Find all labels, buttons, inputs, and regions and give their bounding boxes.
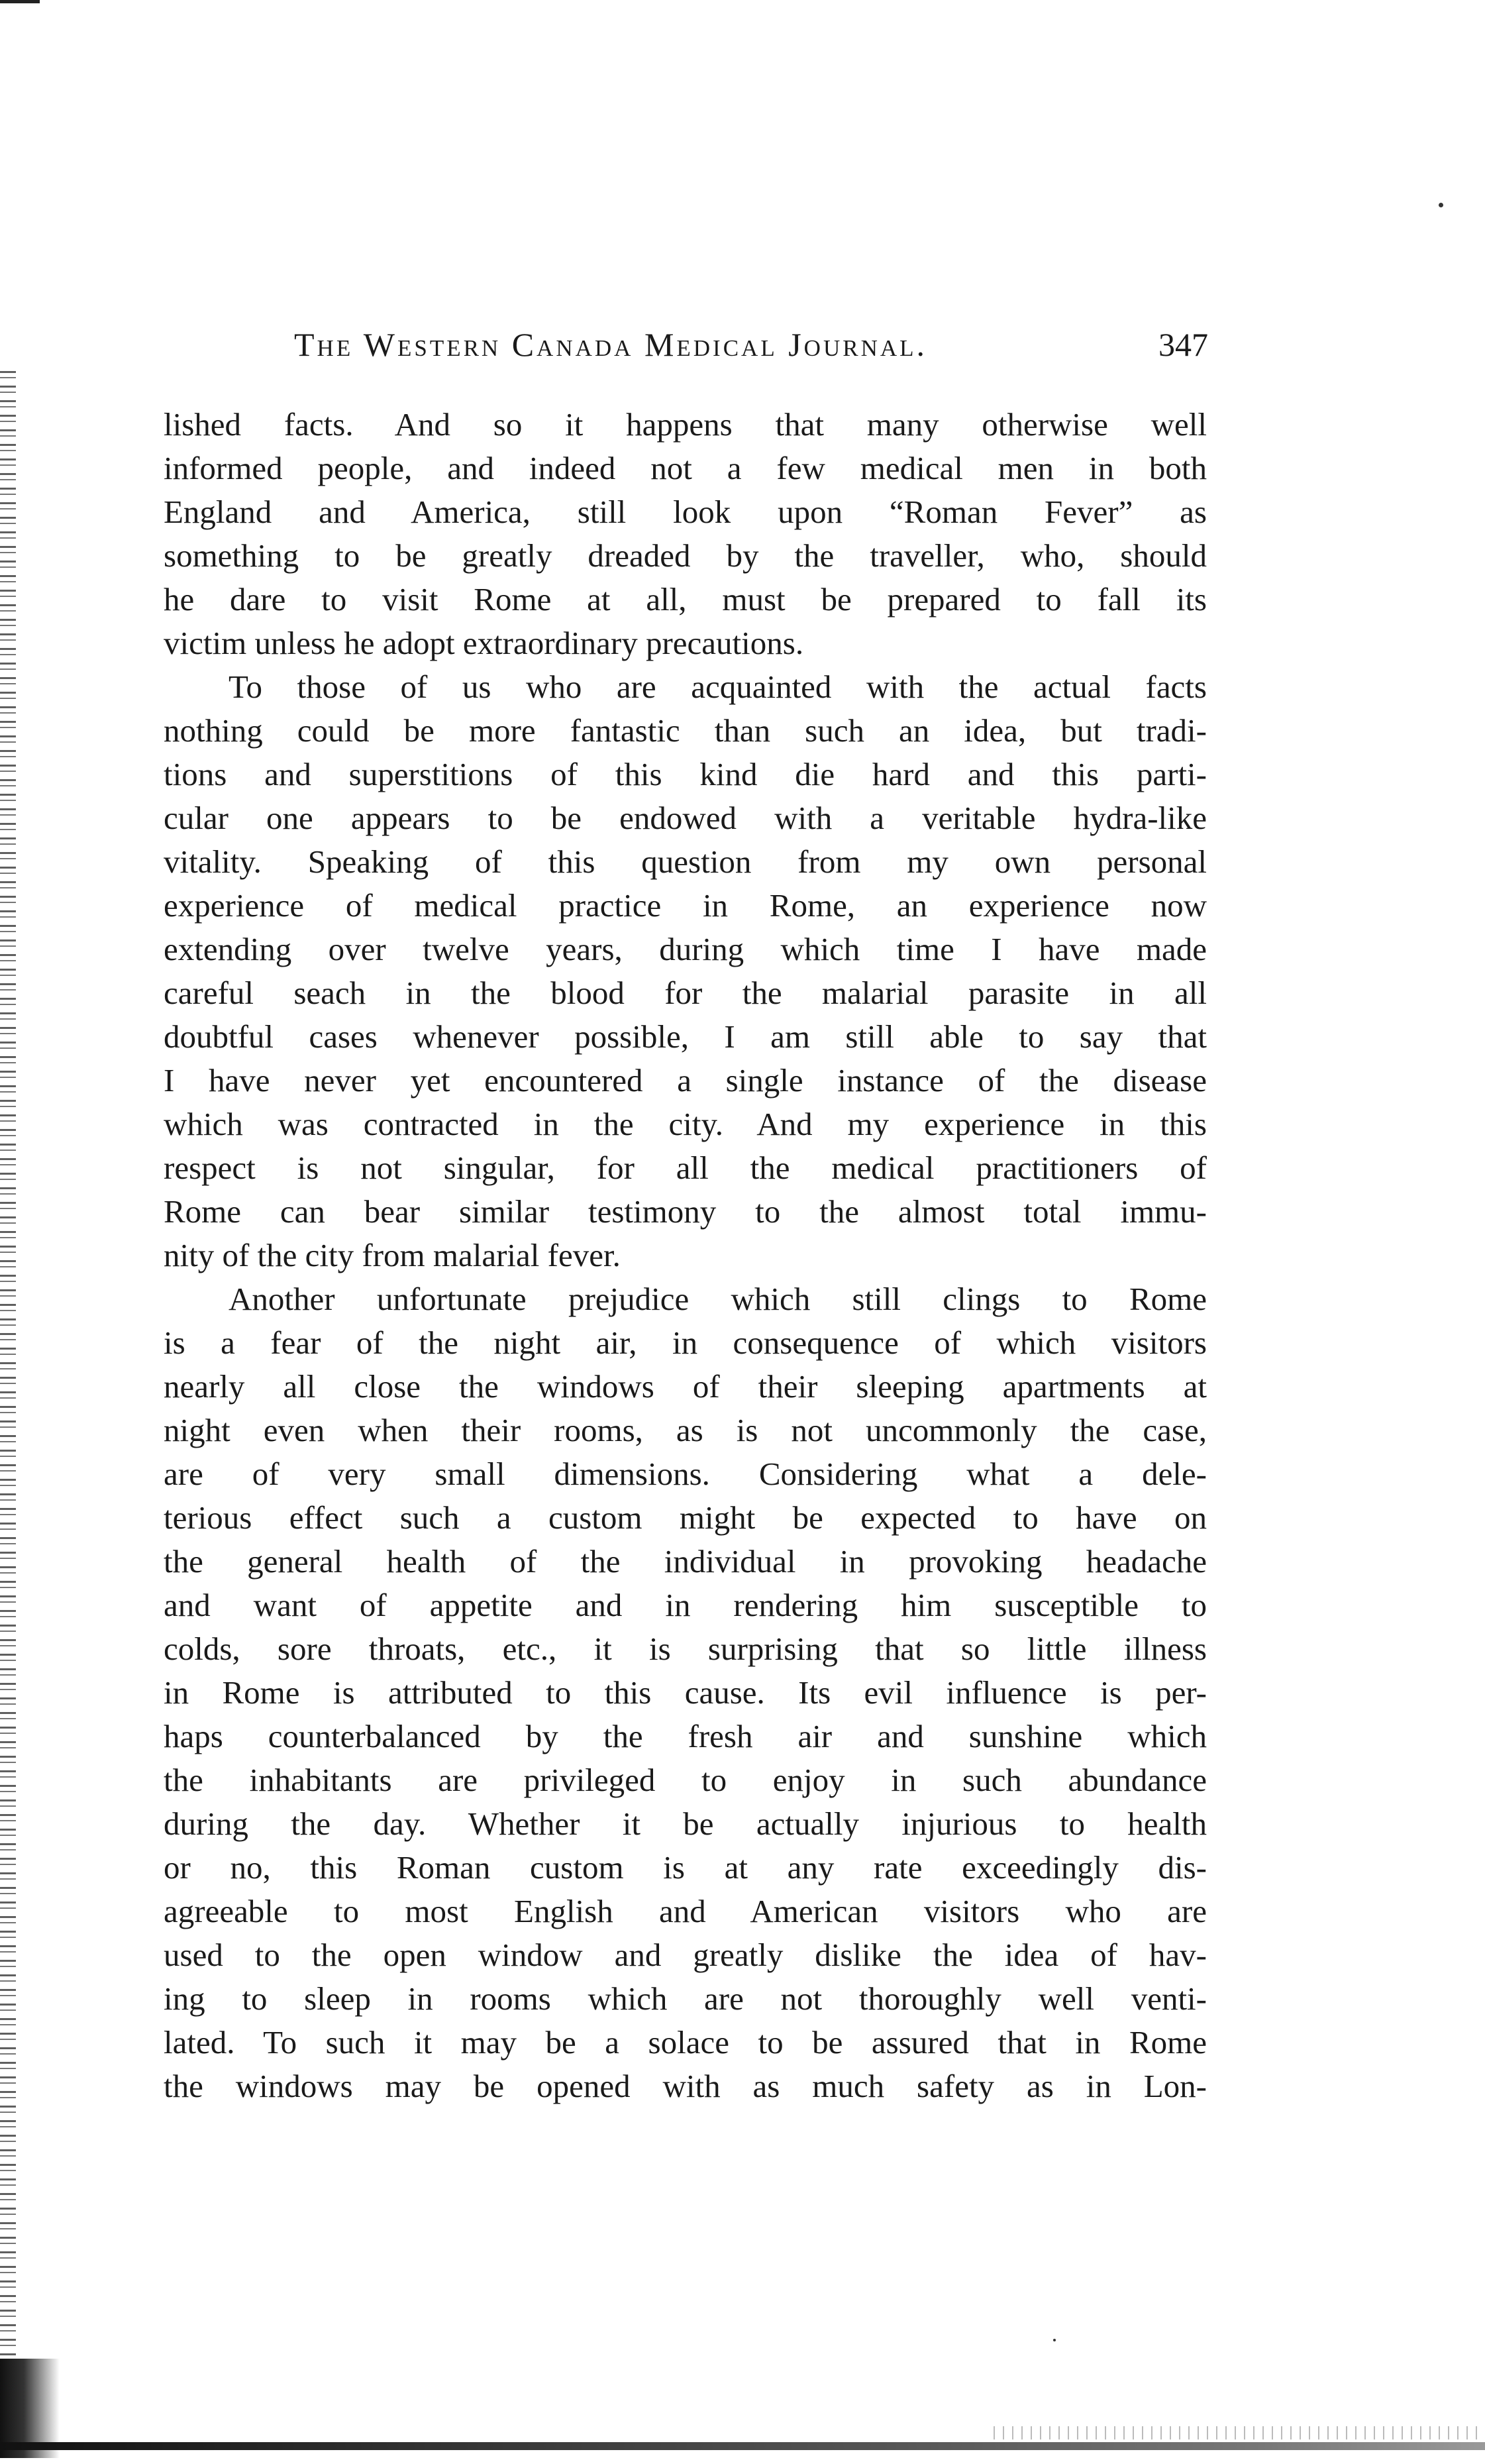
text-line: England and America, still look upon “Roman Fever” as: [164, 494, 1207, 530]
binding-edge: [0, 371, 16, 2432]
bottom-edge: [0, 2442, 1485, 2450]
text-line: night even when their rooms, as is not uncommonly the case,: [164, 1412, 1207, 1448]
text-line: careful seach in the blood for the malarial parasite in all: [164, 975, 1207, 1011]
text-line: is a fear of the night air, in consequence of which visitors: [164, 1324, 1207, 1361]
article-body: [164, 403, 1207, 2108]
text-line: terious effect such a custom might be expected to have on: [164, 1499, 1207, 1536]
text-line: agreeable to most English and American visitors who are: [164, 1893, 1207, 1929]
bottom-speckle: [994, 2426, 1485, 2439]
paragraph-start: To those of us who are acquainted with the actual facts: [229, 669, 1207, 705]
text-line: doubtful cases whenever possible, I am still able to say that: [164, 1018, 1207, 1055]
text-line: the inhabitants are privileged to enjoy in such abundance: [164, 1762, 1207, 1798]
running-header: [294, 318, 1208, 371]
text-line: during the day. Whether it be actually injurious to health: [164, 1805, 1207, 1842]
scan-speck: [1439, 203, 1443, 207]
text-line: extending over twelve years, during which time I have made: [164, 931, 1207, 967]
text-line: colds, sore throats, etc., it is surprising that so little illness: [164, 1631, 1207, 1667]
text-line: lished facts. And so it happens that many otherwise well: [164, 406, 1207, 443]
text-line: are of very small dimensions. Considering what a dele-: [164, 1456, 1207, 1492]
text-line: haps counterbalanced by the fresh air and sunshine which: [164, 1718, 1207, 1754]
text-line: experience of medical practice in Rome, an experience now: [164, 887, 1207, 924]
text-line: nothing could be more fantastic than such an idea, but tradi-: [164, 712, 1207, 749]
text-line: nearly all close the windows of their sleeping apartments at: [164, 1368, 1207, 1405]
text-line: cular one appears to be endowed with a veritable hydra-like: [164, 800, 1207, 836]
text-line: informed people, and indeed not a few medical men in both: [164, 450, 1207, 486]
text-line: or no, this Roman custom is at any rate exceedingly dis-: [164, 1849, 1207, 1886]
text-line: and want of appetite and in rendering him susceptible to: [164, 1587, 1207, 1623]
text-line: in Rome is attributed to this cause. Its evil influence is per-: [164, 1674, 1207, 1711]
journal-title: The Western Canada Medical Journal.: [294, 326, 927, 363]
text-line: vitality. Speaking of this question from my own personal: [164, 843, 1207, 880]
text-line: which was contracted in the city. And my experience in this: [164, 1106, 1207, 1142]
text-line: Rome can bear similar testimony to the almost total immu-: [164, 1193, 1207, 1230]
scan-speck: [1053, 2339, 1056, 2341]
text-line: ing to sleep in rooms which are not thoroughly well venti-: [164, 1980, 1207, 2017]
text-line: tions and superstitions of this kind die hard and this parti-: [164, 756, 1207, 792]
paragraph-start: Another unfortunate prejudice which still clings to Rome: [229, 1281, 1207, 1317]
text-line: respect is not singular, for all the medical practitioners of: [164, 1150, 1207, 1186]
scan-mark: [0, 0, 40, 3]
text-line: nity of the city from malarial fever.: [164, 1237, 621, 1273]
text-line: used to the open window and greatly dislike the idea of hav-: [164, 1937, 1207, 1973]
text-line: victim unless he adopt extraordinary precautions.: [164, 625, 804, 661]
page-number: 347: [1158, 326, 1208, 363]
text-line: the general health of the individual in provoking headache: [164, 1543, 1207, 1580]
text-line: the windows may be opened with as much safety as in Lon-: [164, 2068, 1207, 2104]
text-line: something to be greatly dreaded by the traveller, who, should: [164, 537, 1207, 574]
text-line: he dare to visit Rome at all, must be prepared to fall its: [164, 581, 1207, 617]
text-line: I have never yet encountered a single instance of the disease: [164, 1062, 1207, 1098]
text-line: lated. To such it may be a solace to be assured that in Rome: [164, 2024, 1207, 2061]
